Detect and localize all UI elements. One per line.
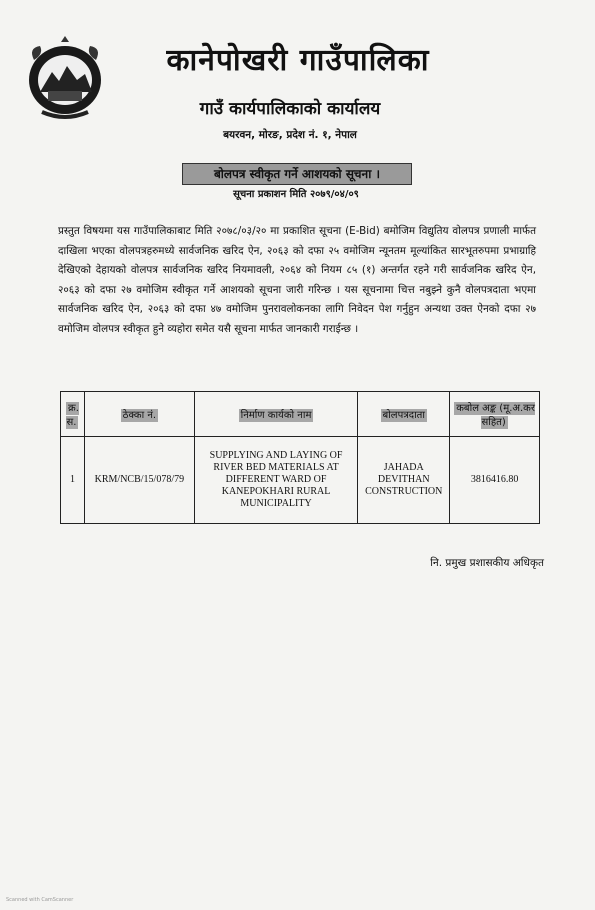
scanner-watermark: Scanned with CamScanner (6, 897, 74, 903)
cell-sn: 1 (61, 437, 85, 524)
header-contract-no: ठेक्का नं. (84, 392, 194, 437)
notice-heading: बोलपत्र स्वीकृत गर्ने आशयको सूचना । (182, 163, 412, 185)
notice-body: प्रस्तुत विषयमा यस गाउँपालिकाबाट मिति २०७८/०३/२० मा प्रकाशित सूचना (E-Bid) बमोजिम विद्युतिय वोलपत्र प्रणाली मार्फत दाखिला भएका वोलपत्रहरुमध्ये सार्वजनिक खरिद ऐन, २०६३ को दफा २५ वमोजिम न्यूनतम मूल्यांकित सारभूतरुपमा प्रभाग्राहि देखिएको देहायको वोलपत्र सार्वजनिक खरिद नियमावली, २०६४ को नियम ८५ (१) अन्तर्गत रहने गरी सार्वजनिक खरिद ऐन, २०६३ को दफा २७ वमोजिम स्वीकृत गर्ने आशयको सूचना जारी गरिन्छ । यस सूचनामा चित्त नबुझ्ने कुनै वोलपत्रदाता भएमा सार्वजनिक खरिद ऐन, २०६३ को दफा ४७ वमोजिम पुनरावलोकनका लागि निवेदन पेश गर्नुहुन अन्यथा उक्त ऐनको दफा २७ वमोजिम वोलपत्र स्वीकृत हुने व्यहोरा समेत यसै सूचना मार्फत जानकारी गराईन्छ । (58, 225, 536, 335)
cell-bid-amount: 3816416.80 (450, 437, 540, 524)
office-address: बयरवन, मोरङ, प्रदेश नं. १, नेपाल (223, 129, 357, 141)
signatory-title: नि. प्रमुख प्रशासकीय अधिकृत (430, 557, 544, 569)
header-bid-amount: कबोल अङ्क (मू.अ.कर सहित) (450, 392, 540, 437)
cell-contract-no: KRM/NCB/15/078/79 (84, 437, 194, 524)
bid-award-table (60, 391, 540, 524)
cell-bidder: JAHADA DEVITHAN CONSTRUCTION (358, 437, 450, 524)
office-subtitle: गाउँ कार्यपालिकाको कार्यालय (199, 99, 381, 119)
nepal-emblem-icon (22, 36, 108, 120)
municipality-title: कानेपोखरी गाउँपालिका (166, 43, 430, 78)
header-bidder: बोलपत्रदाता (358, 392, 450, 437)
publication-date: सूचना प्रकाशन मिति २०७९/०४/०९ (233, 189, 359, 200)
table-row (61, 437, 540, 524)
header-work-name: निर्माण कार्यको नाम (194, 392, 357, 437)
header-sn: क्र. स. (61, 392, 85, 437)
table-header-row (61, 392, 540, 437)
cell-work-name: SUPPLYING AND LAYING OF RIVER BED MATERIALS AT DIFFERENT WARD OF KANEPOKHARI RURAL MUNICIPALITY (194, 437, 357, 524)
